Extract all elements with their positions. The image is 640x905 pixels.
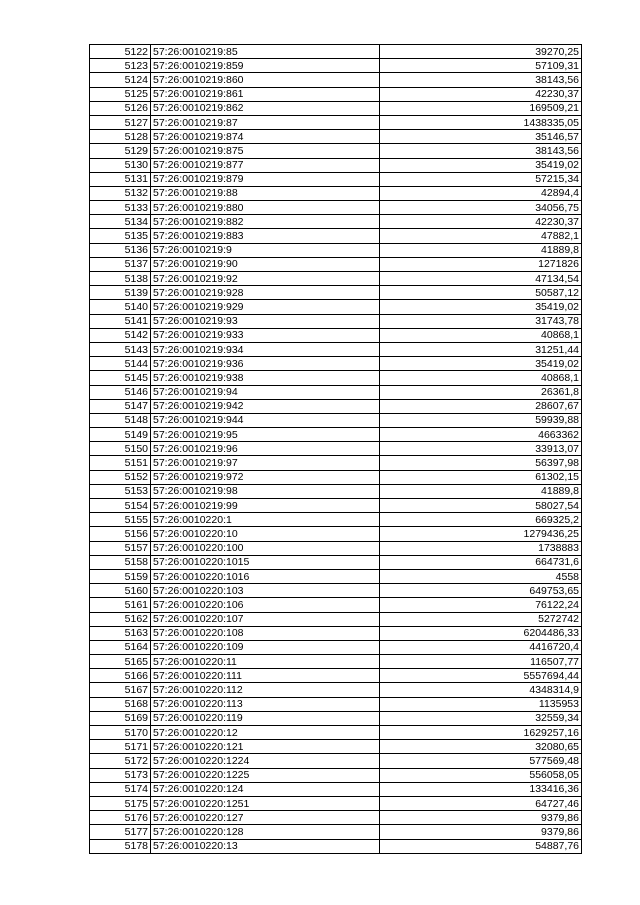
table-row xyxy=(90,229,582,243)
table-row xyxy=(90,839,582,853)
row-number-cell: 5172 xyxy=(90,754,151,768)
value-cell: 31743,78 xyxy=(380,314,582,328)
cadastral-number-cell: 57:26:0010219:87 xyxy=(151,115,380,129)
row-number-cell: 5148 xyxy=(90,413,151,427)
value-cell: 4663362 xyxy=(380,428,582,442)
value-cell: 556058,05 xyxy=(380,768,582,782)
row-number-cell: 5175 xyxy=(90,796,151,810)
row-number-cell: 5150 xyxy=(90,442,151,456)
value-cell: 39270,25 xyxy=(380,45,582,59)
value-cell: 35419,02 xyxy=(380,357,582,371)
row-number-cell: 5142 xyxy=(90,328,151,342)
row-number-cell: 5178 xyxy=(90,839,151,853)
row-number-cell: 5149 xyxy=(90,428,151,442)
table-row xyxy=(90,569,582,583)
cadastral-number-cell: 57:26:0010220:1225 xyxy=(151,768,380,782)
value-cell: 31251,44 xyxy=(380,342,582,356)
value-cell: 32080,65 xyxy=(380,740,582,754)
cadastral-number-cell: 57:26:0010220:1015 xyxy=(151,555,380,569)
row-number-cell: 5163 xyxy=(90,626,151,640)
cadastral-number-cell: 57:26:0010219:92 xyxy=(151,272,380,286)
cadastral-number-cell: 57:26:0010219:859 xyxy=(151,59,380,73)
table-row xyxy=(90,215,582,229)
table-row xyxy=(90,484,582,498)
row-number-cell: 5137 xyxy=(90,257,151,271)
table-row xyxy=(90,357,582,371)
value-cell: 1135953 xyxy=(380,697,582,711)
cadastral-number-cell: 57:26:0010219:95 xyxy=(151,428,380,442)
row-number-cell: 5144 xyxy=(90,357,151,371)
value-cell: 40868,1 xyxy=(380,328,582,342)
row-number-cell: 5132 xyxy=(90,186,151,200)
table-row xyxy=(90,740,582,754)
row-number-cell: 5159 xyxy=(90,569,151,583)
value-cell: 57109,31 xyxy=(380,59,582,73)
value-cell: 26361,8 xyxy=(380,385,582,399)
value-cell: 32559,34 xyxy=(380,711,582,725)
row-number-cell: 5125 xyxy=(90,87,151,101)
cadastral-number-cell: 57:26:0010219:934 xyxy=(151,342,380,356)
table-row xyxy=(90,442,582,456)
cadastral-number-cell: 57:26:0010219:874 xyxy=(151,130,380,144)
value-cell: 57215,34 xyxy=(380,172,582,186)
table-row xyxy=(90,115,582,129)
row-number-cell: 5131 xyxy=(90,172,151,186)
cadastral-number-cell: 57:26:0010220:100 xyxy=(151,541,380,555)
cadastral-number-cell: 57:26:0010220:1224 xyxy=(151,754,380,768)
row-number-cell: 5157 xyxy=(90,541,151,555)
row-number-cell: 5156 xyxy=(90,527,151,541)
row-number-cell: 5138 xyxy=(90,272,151,286)
table-row xyxy=(90,456,582,470)
value-cell: 61302,15 xyxy=(380,470,582,484)
value-cell: 58027,54 xyxy=(380,499,582,513)
value-cell: 42230,37 xyxy=(380,87,582,101)
cadastral-number-cell: 57:26:0010219:90 xyxy=(151,257,380,271)
row-number-cell: 5155 xyxy=(90,513,151,527)
table-row xyxy=(90,825,582,839)
table-row xyxy=(90,683,582,697)
row-number-cell: 5153 xyxy=(90,484,151,498)
cadastral-number-cell: 57:26:0010219:882 xyxy=(151,215,380,229)
cadastral-number-cell: 57:26:0010220:1 xyxy=(151,513,380,527)
table-row xyxy=(90,342,582,356)
cadastral-number-cell: 57:26:0010219:98 xyxy=(151,484,380,498)
cadastral-number-cell: 57:26:0010219:861 xyxy=(151,87,380,101)
value-cell: 35419,02 xyxy=(380,300,582,314)
row-number-cell: 5167 xyxy=(90,683,151,697)
row-number-cell: 5170 xyxy=(90,726,151,740)
cadastral-number-cell: 57:26:0010220:106 xyxy=(151,598,380,612)
value-cell: 664731,6 xyxy=(380,555,582,569)
table-body xyxy=(90,45,582,854)
cadastral-number-cell: 57:26:0010220:12 xyxy=(151,726,380,740)
table-row xyxy=(90,87,582,101)
table-row xyxy=(90,158,582,172)
row-number-cell: 5143 xyxy=(90,342,151,356)
cadastral-number-cell: 57:26:0010219:879 xyxy=(151,172,380,186)
value-cell: 9379,86 xyxy=(380,825,582,839)
value-cell: 4348314,9 xyxy=(380,683,582,697)
table-row xyxy=(90,201,582,215)
row-number-cell: 5141 xyxy=(90,314,151,328)
table-row xyxy=(90,513,582,527)
value-cell: 577569,48 xyxy=(380,754,582,768)
value-cell: 133416,36 xyxy=(380,782,582,796)
table-row xyxy=(90,286,582,300)
table-row xyxy=(90,669,582,683)
cadastral-number-cell: 57:26:0010219:929 xyxy=(151,300,380,314)
row-number-cell: 5177 xyxy=(90,825,151,839)
table-row xyxy=(90,300,582,314)
value-cell: 59939,88 xyxy=(380,413,582,427)
table-row xyxy=(90,385,582,399)
cadastral-number-cell: 57:26:0010219:938 xyxy=(151,371,380,385)
cadastral-number-cell: 57:26:0010220:11 xyxy=(151,655,380,669)
table-row xyxy=(90,811,582,825)
cadastral-number-cell: 57:26:0010219:880 xyxy=(151,201,380,215)
row-number-cell: 5140 xyxy=(90,300,151,314)
value-cell: 76122,24 xyxy=(380,598,582,612)
table-row xyxy=(90,243,582,257)
table-row xyxy=(90,399,582,413)
row-number-cell: 5176 xyxy=(90,811,151,825)
cadastral-number-cell: 57:26:0010219:877 xyxy=(151,158,380,172)
cadastral-number-cell: 57:26:0010219:96 xyxy=(151,442,380,456)
row-number-cell: 5158 xyxy=(90,555,151,569)
row-number-cell: 5146 xyxy=(90,385,151,399)
table-row xyxy=(90,782,582,796)
cadastral-number-cell: 57:26:0010220:10 xyxy=(151,527,380,541)
table-row xyxy=(90,555,582,569)
row-number-cell: 5161 xyxy=(90,598,151,612)
table-row xyxy=(90,584,582,598)
table-row xyxy=(90,527,582,541)
cadastral-number-cell: 57:26:0010219:933 xyxy=(151,328,380,342)
cadastral-number-cell: 57:26:0010220:1251 xyxy=(151,796,380,810)
table-row xyxy=(90,186,582,200)
table-row xyxy=(90,726,582,740)
value-cell: 33913,07 xyxy=(380,442,582,456)
table-row xyxy=(90,413,582,427)
table-row xyxy=(90,45,582,59)
value-cell: 38143,56 xyxy=(380,144,582,158)
cadastral-number-cell: 57:26:0010219:942 xyxy=(151,399,380,413)
cadastral-number-cell: 57:26:0010220:107 xyxy=(151,612,380,626)
table-row xyxy=(90,626,582,640)
cadastral-number-cell: 57:26:0010219:860 xyxy=(151,73,380,87)
cadastral-number-cell: 57:26:0010219:862 xyxy=(151,101,380,115)
value-cell: 5272742 xyxy=(380,612,582,626)
cadastral-number-cell: 57:26:0010220:113 xyxy=(151,697,380,711)
table-row xyxy=(90,328,582,342)
row-number-cell: 5123 xyxy=(90,59,151,73)
value-cell: 669325,2 xyxy=(380,513,582,527)
table-row xyxy=(90,470,582,484)
table-row xyxy=(90,272,582,286)
row-number-cell: 5127 xyxy=(90,115,151,129)
row-number-cell: 5130 xyxy=(90,158,151,172)
row-number-cell: 5145 xyxy=(90,371,151,385)
value-cell: 1738883 xyxy=(380,541,582,555)
cadastral-number-cell: 57:26:0010220:121 xyxy=(151,740,380,754)
row-number-cell: 5139 xyxy=(90,286,151,300)
value-cell: 42230,37 xyxy=(380,215,582,229)
row-number-cell: 5133 xyxy=(90,201,151,215)
table-row xyxy=(90,640,582,654)
value-cell: 35419,02 xyxy=(380,158,582,172)
row-number-cell: 5165 xyxy=(90,655,151,669)
row-number-cell: 5147 xyxy=(90,399,151,413)
row-number-cell: 5162 xyxy=(90,612,151,626)
cadastral-number-cell: 57:26:0010220:119 xyxy=(151,711,380,725)
table-row xyxy=(90,428,582,442)
value-cell: 116507,77 xyxy=(380,655,582,669)
cadastral-number-cell: 57:26:0010220:128 xyxy=(151,825,380,839)
row-number-cell: 5134 xyxy=(90,215,151,229)
value-cell: 5557694,44 xyxy=(380,669,582,683)
table-row xyxy=(90,697,582,711)
value-cell: 28607,67 xyxy=(380,399,582,413)
table-row xyxy=(90,768,582,782)
cadastral-number-cell: 57:26:0010219:88 xyxy=(151,186,380,200)
row-number-cell: 5173 xyxy=(90,768,151,782)
cadastral-number-cell: 57:26:0010219:944 xyxy=(151,413,380,427)
cadastral-number-cell: 57:26:0010219:9 xyxy=(151,243,380,257)
row-number-cell: 5160 xyxy=(90,584,151,598)
cadastral-number-cell: 57:26:0010220:112 xyxy=(151,683,380,697)
value-cell: 38143,56 xyxy=(380,73,582,87)
value-cell: 169509,21 xyxy=(380,101,582,115)
value-cell: 9379,86 xyxy=(380,811,582,825)
value-cell: 47134,54 xyxy=(380,272,582,286)
cadastral-number-cell: 57:26:0010219:93 xyxy=(151,314,380,328)
cadastral-number-cell: 57:26:0010220:108 xyxy=(151,626,380,640)
table-row xyxy=(90,541,582,555)
cadastral-number-cell: 57:26:0010220:111 xyxy=(151,669,380,683)
row-number-cell: 5128 xyxy=(90,130,151,144)
row-number-cell: 5164 xyxy=(90,640,151,654)
table-row xyxy=(90,73,582,87)
cadastral-number-cell: 57:26:0010220:13 xyxy=(151,839,380,853)
table-row xyxy=(90,499,582,513)
table-row xyxy=(90,172,582,186)
table-row xyxy=(90,257,582,271)
cadastral-number-cell: 57:26:0010219:883 xyxy=(151,229,380,243)
row-number-cell: 5126 xyxy=(90,101,151,115)
value-cell: 35146,57 xyxy=(380,130,582,144)
value-cell: 6204486,33 xyxy=(380,626,582,640)
table-row xyxy=(90,101,582,115)
table-row xyxy=(90,598,582,612)
cadastral-number-cell: 57:26:0010219:936 xyxy=(151,357,380,371)
cadastral-number-cell: 57:26:0010219:94 xyxy=(151,385,380,399)
value-cell: 42894,4 xyxy=(380,186,582,200)
value-cell: 1279436,25 xyxy=(380,527,582,541)
value-cell: 50587,12 xyxy=(380,286,582,300)
table-row xyxy=(90,130,582,144)
table-row xyxy=(90,612,582,626)
value-cell: 56397,98 xyxy=(380,456,582,470)
table-row xyxy=(90,59,582,73)
value-cell: 649753,65 xyxy=(380,584,582,598)
value-cell: 41889,8 xyxy=(380,484,582,498)
row-number-cell: 5136 xyxy=(90,243,151,257)
row-number-cell: 5135 xyxy=(90,229,151,243)
value-cell: 1438335,05 xyxy=(380,115,582,129)
row-number-cell: 5151 xyxy=(90,456,151,470)
cadastral-number-cell: 57:26:0010220:109 xyxy=(151,640,380,654)
value-cell: 40868,1 xyxy=(380,371,582,385)
row-number-cell: 5124 xyxy=(90,73,151,87)
value-cell: 54887,76 xyxy=(380,839,582,853)
row-number-cell: 5171 xyxy=(90,740,151,754)
table-row xyxy=(90,655,582,669)
row-number-cell: 5129 xyxy=(90,144,151,158)
cadastral-value-table xyxy=(89,44,582,854)
row-number-cell: 5169 xyxy=(90,711,151,725)
row-number-cell: 5154 xyxy=(90,499,151,513)
row-number-cell: 5166 xyxy=(90,669,151,683)
value-cell: 64727,46 xyxy=(380,796,582,810)
table-row xyxy=(90,796,582,810)
value-cell: 4416720,4 xyxy=(380,640,582,654)
value-cell: 41889,8 xyxy=(380,243,582,257)
cadastral-number-cell: 57:26:0010219:99 xyxy=(151,499,380,513)
cadastral-number-cell: 57:26:0010219:875 xyxy=(151,144,380,158)
value-cell: 4558 xyxy=(380,569,582,583)
table-row xyxy=(90,754,582,768)
cadastral-number-cell: 57:26:0010220:103 xyxy=(151,584,380,598)
value-cell: 1271826 xyxy=(380,257,582,271)
row-number-cell: 5168 xyxy=(90,697,151,711)
table-row xyxy=(90,314,582,328)
cadastral-number-cell: 57:26:0010220:124 xyxy=(151,782,380,796)
value-cell: 34056,75 xyxy=(380,201,582,215)
value-cell: 1629257,16 xyxy=(380,726,582,740)
cadastral-number-cell: 57:26:0010219:972 xyxy=(151,470,380,484)
row-number-cell: 5152 xyxy=(90,470,151,484)
cadastral-number-cell: 57:26:0010220:127 xyxy=(151,811,380,825)
table-row xyxy=(90,144,582,158)
cadastral-number-cell: 57:26:0010220:1016 xyxy=(151,569,380,583)
table-row xyxy=(90,371,582,385)
row-number-cell: 5122 xyxy=(90,45,151,59)
cadastral-number-cell: 57:26:0010219:85 xyxy=(151,45,380,59)
cadastral-number-cell: 57:26:0010219:97 xyxy=(151,456,380,470)
table-row xyxy=(90,711,582,725)
row-number-cell: 5174 xyxy=(90,782,151,796)
cadastral-number-cell: 57:26:0010219:928 xyxy=(151,286,380,300)
value-cell: 47882,1 xyxy=(380,229,582,243)
